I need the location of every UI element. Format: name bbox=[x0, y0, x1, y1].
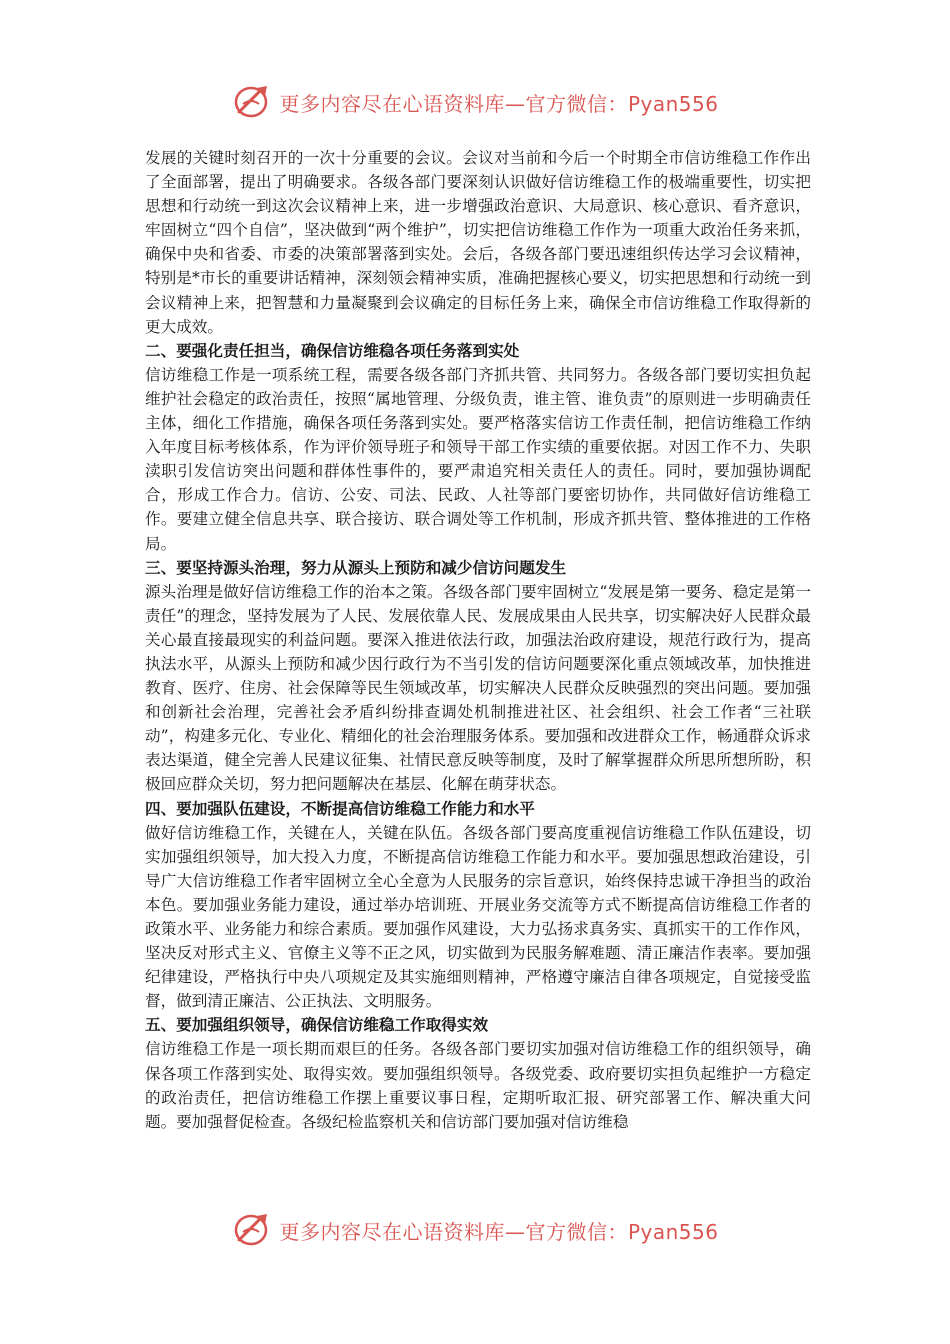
watermark-header bbox=[0, 80, 950, 124]
paragraph-section-2: 信访维稳工作是一项系统工程，需要各级各部门齐抓共管、共同努力。各级各部门要切实担负起维护社会稳定的政治责任，按照“属地管理、分级负责，谁主管、谁负责”的原则进一步明确责任主体，细化工作措施，确保各项任务落到实处。要严格落实信访工作责任制，把信访维稳工作纳入年度目标考核体系，作为评价领导班子和领导干部工作实绩的重要依据。对因工作不力、失职渎职引发信访突出问题和群体性事件的，要严肃追究相关责任人的责任。同时，要加强协调配合，形成工作合力。信访、公安、司法、民政、人社等部门要密切协作，共同做好信访维稳工作。要建立健全信息共享、联合接访、联合调处等工作机制，形成齐抓共管、整体推进的工作格局。 bbox=[145, 365, 811, 553]
watermark-text: 更多内容尽在心语资料库—官方微信：Pyan556 bbox=[279, 91, 719, 116]
watermark-text: 更多内容尽在心语资料库—官方微信：Pyan556 bbox=[279, 1219, 719, 1244]
document-body bbox=[145, 146, 811, 1134]
section-heading-4: 四、要加强队伍建设，不断提高信访维稳工作能力和水平 bbox=[145, 799, 535, 818]
section-heading-2: 二、要强化责任担当，确保信访维稳各项任务落到实处 bbox=[145, 341, 520, 360]
paragraph-section-3: 源头治理是做好信访维稳工作的治本之策。各级各部门要牢固树立“发展是第一要务、稳定是第一责任”的理念，坚持发展为了人民、发展依靠人民、发展成果由人民共享，切实解决好人民群众最关心最直接最现实的利益问题。要深入推进依法行政，加强法治政府建设，规范行政行为，提高执法水平，从源头上预防和减少因行政行为不当引发的信访问题要深化重点领域改革，加快推进教育、医疗、住房、社会保障等民生领域改革，切实解决人民群众反映强烈的突出问题。要加强和创新社会治理，完善社会矛盾纠纷排查调处机制推进社区、社会组织、社会工作者“三社联动”，构建多元化、专业化、精细化的社会治理服务体系。要加强和改进群众工作，畅通群众诉求表达渠道，健全完善人民建议征集、社情民意反映等制度，及时了解掌握群众所思所想所盼，积极回应群众关切，努力把问题解决在基层、化解在萌芽状态。 bbox=[145, 582, 811, 794]
paragraph-intro: 发展的关键时刻召开的一次十分重要的会议。会议对当前和今后一个时期全市信访维稳工作作出了全面部署，提出了明确要求。各级各部门要深刻认识做好信访维稳工作的极端重要性，切实把思想和行动统一到这次会议精神上来，进一步增强政治意识、大局意识、核心意识、看齐意识，牢固树立“四个自信”，坚决做到“两个维护”，切实把信访维稳工作作为一项重大政治任务来抓，确保中央和省委、市委的决策部署落到实处。会后，各级各部门要迅速组织传达学习会议精神，特别是*市长的重要讲话精神，深刻领会精神实质，准确把握核心要义，切实把思想和行动统一到会议精神上来，把智慧和力量凝聚到会议确定的目标任务上来，确保全市信访维稳工作取得新的更大成效。 bbox=[145, 149, 811, 336]
watermark-logo-icon bbox=[231, 82, 275, 122]
section-heading-5: 五、要加强组织领导，确保信访维稳工作取得实效 bbox=[145, 1016, 489, 1035]
section-heading-3: 三、要坚持源头治理，努力从源头上预防和减少信访问题发生 bbox=[145, 558, 567, 577]
paragraph-section-5: 信访维稳工作是一项长期而艰巨的任务。各级各部门要切实加强对信访维稳工作的组织领导，确保各项工作落到实处、取得实效。要加强组织领导。各级党委、政府要切实担负起维护一方稳定的政治责任，把信访维稳工作摆上重要议事日程，定期听取汇报、研究部署工作、解决重大问题。要加强督促检查。各级纪检监察机关和信访部门要加强对信访维稳 bbox=[145, 1040, 811, 1131]
paragraph-section-4: 做好信访维稳工作，关键在人，关键在队伍。各级各部门要高度重视信访维稳工作队伍建设，切实加强组织领导，加大投入力度，不断提高信访维稳工作能力和水平。要加强思想政治建设，引导广大信访维稳工作者牢固树立全心全意为人民服务的宗旨意识，始终保持忠诚干净担当的政治本色。要加强业务能力建设，通过举办培训班、开展业务交流等方式不断提高信访维稳工作者的政策水平、业务能力和综合素质。要加强作风建设，大力弘扬求真务实、真抓实干的工作作风，坚决反对形式主义、官僚主义等不正之风，切实做到为民服务解难题、清正廉洁作表率。要加强纪律建设，严格执行中央八项规定及其实施细则精神，严格遵守廉洁自律各项规定，自觉接受监督，做到清正廉洁、公正执法、文明服务。 bbox=[145, 823, 811, 1011]
watermark-logo-icon bbox=[231, 1210, 275, 1250]
watermark-footer bbox=[0, 1208, 950, 1252]
